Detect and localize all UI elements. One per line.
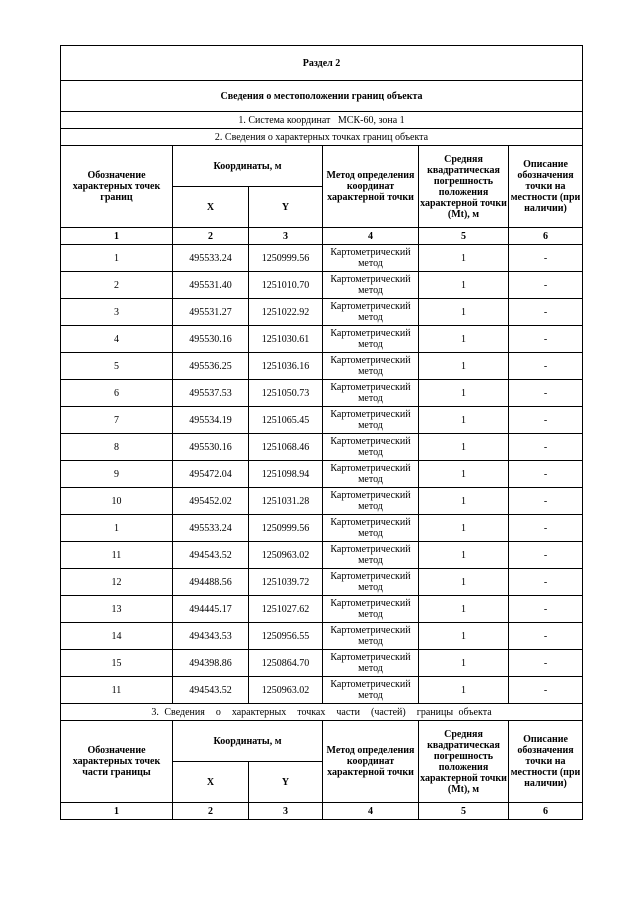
- header-description-parts: Описание обозначения точки на местности (при наличии): [509, 721, 583, 803]
- header-method: Метод определения координат характерной точки: [323, 146, 419, 228]
- header-error-parts: Средняя квадратическая погрешность положения характерной точки (Mt), м: [419, 721, 509, 803]
- x-coordinate-cell: 494543.52: [173, 677, 249, 704]
- table-row: [61, 488, 583, 515]
- x-coordinate-cell: 495533.24: [173, 515, 249, 542]
- column-number: 1: [61, 228, 173, 245]
- x-coordinate-cell: 495531.40: [173, 272, 249, 299]
- header-x-parts: X: [173, 762, 249, 803]
- method-cell: Картометрический метод: [323, 488, 419, 515]
- column-number: 6: [509, 228, 583, 245]
- table-row: [61, 272, 583, 299]
- description-cell: -: [509, 299, 583, 326]
- point-designation-cell: 8: [61, 434, 173, 461]
- y-coordinate-cell: 1251030.61: [249, 326, 323, 353]
- error-cell: 1: [419, 299, 509, 326]
- description-cell: -: [509, 461, 583, 488]
- method-cell: Картометрический метод: [323, 569, 419, 596]
- description-cell: -: [509, 407, 583, 434]
- column-number: 3: [249, 803, 323, 820]
- y-coordinate-cell: 1250999.56: [249, 245, 323, 272]
- coordinate-system-line: 1. Система координат МСК-60, зона 1: [61, 112, 583, 129]
- method-cell: Картометрический метод: [323, 542, 419, 569]
- header-x: X: [173, 187, 249, 228]
- error-cell: 1: [419, 434, 509, 461]
- point-designation-cell: 15: [61, 650, 173, 677]
- x-coordinate-cell: 494488.56: [173, 569, 249, 596]
- section-heading: Раздел 2: [61, 46, 583, 81]
- point-designation-cell: 9: [61, 461, 173, 488]
- column-number: 4: [323, 228, 419, 245]
- error-cell: 1: [419, 380, 509, 407]
- error-cell: 1: [419, 407, 509, 434]
- y-coordinate-cell: 1250864.70: [249, 650, 323, 677]
- method-cell: Картометрический метод: [323, 380, 419, 407]
- point-designation-cell: 12: [61, 569, 173, 596]
- y-coordinate-cell: 1250963.02: [249, 542, 323, 569]
- column-number: 3: [249, 228, 323, 245]
- table-row: [61, 515, 583, 542]
- point-designation-cell: 2: [61, 272, 173, 299]
- column-number: 2: [173, 803, 249, 820]
- table-row: [61, 380, 583, 407]
- y-coordinate-cell: 1251010.70: [249, 272, 323, 299]
- description-cell: -: [509, 650, 583, 677]
- header-designation: Обозначение характерных точек границ: [61, 146, 173, 228]
- error-cell: 1: [419, 353, 509, 380]
- y-coordinate-cell: 1251027.62: [249, 596, 323, 623]
- error-cell: 1: [419, 488, 509, 515]
- header-coordinates: Координаты, м: [173, 146, 323, 187]
- y-coordinate-cell: 1251036.16: [249, 353, 323, 380]
- error-cell: 1: [419, 245, 509, 272]
- method-cell: Картометрический метод: [323, 677, 419, 704]
- description-cell: -: [509, 434, 583, 461]
- point-designation-cell: 10: [61, 488, 173, 515]
- error-cell: 1: [419, 596, 509, 623]
- header-y-parts: Y: [249, 762, 323, 803]
- y-coordinate-cell: 1251050.73: [249, 380, 323, 407]
- y-coordinate-cell: 1251039.72: [249, 569, 323, 596]
- column-number: 5: [419, 228, 509, 245]
- table-row: [61, 596, 583, 623]
- column-number: 2: [173, 228, 249, 245]
- point-designation-cell: 4: [61, 326, 173, 353]
- description-cell: -: [509, 677, 583, 704]
- description-cell: -: [509, 596, 583, 623]
- x-coordinate-cell: 495531.27: [173, 299, 249, 326]
- description-cell: -: [509, 272, 583, 299]
- y-coordinate-cell: 1250956.55: [249, 623, 323, 650]
- y-coordinate-cell: 1251098.94: [249, 461, 323, 488]
- table-row: [61, 299, 583, 326]
- point-designation-cell: 5: [61, 353, 173, 380]
- error-cell: 1: [419, 623, 509, 650]
- table-row: [61, 461, 583, 488]
- table-row: [61, 623, 583, 650]
- x-coordinate-cell: 495530.16: [173, 326, 249, 353]
- point-designation-cell: 1: [61, 245, 173, 272]
- y-coordinate-cell: 1251022.92: [249, 299, 323, 326]
- points-section-heading: 2. Сведения о характерных точках границ объекта: [61, 129, 583, 146]
- method-cell: Картометрический метод: [323, 245, 419, 272]
- method-cell: Картометрический метод: [323, 434, 419, 461]
- point-designation-cell: 6: [61, 380, 173, 407]
- point-designation-cell: 11: [61, 542, 173, 569]
- boundary-document-table: [60, 45, 583, 820]
- document-title: Сведения о местоположении границ объекта: [61, 81, 583, 112]
- table-row: [61, 245, 583, 272]
- error-cell: 1: [419, 677, 509, 704]
- point-designation-cell: 3: [61, 299, 173, 326]
- parts-section-heading: 3. Сведения о характерных точках части (частей) границы объекта: [61, 704, 583, 721]
- point-designation-cell: 14: [61, 623, 173, 650]
- table-row: [61, 677, 583, 704]
- x-coordinate-cell: 495452.02: [173, 488, 249, 515]
- y-coordinate-cell: 1251068.46: [249, 434, 323, 461]
- description-cell: -: [509, 623, 583, 650]
- error-cell: 1: [419, 326, 509, 353]
- method-cell: Картометрический метод: [323, 272, 419, 299]
- description-cell: -: [509, 245, 583, 272]
- point-designation-cell: 1: [61, 515, 173, 542]
- method-cell: Картометрический метод: [323, 623, 419, 650]
- table-row: [61, 542, 583, 569]
- description-cell: -: [509, 542, 583, 569]
- method-cell: Картометрический метод: [323, 461, 419, 488]
- column-number-row-parts: [61, 803, 583, 820]
- header-description: Описание обозначения точки на местности (при наличии): [509, 146, 583, 228]
- x-coordinate-cell: 495472.04: [173, 461, 249, 488]
- x-coordinate-cell: 495533.24: [173, 245, 249, 272]
- method-cell: Картометрический метод: [323, 353, 419, 380]
- table-row: [61, 569, 583, 596]
- column-number: 6: [509, 803, 583, 820]
- x-coordinate-cell: 494543.52: [173, 542, 249, 569]
- method-cell: Картометрический метод: [323, 407, 419, 434]
- x-coordinate-cell: 495534.19: [173, 407, 249, 434]
- point-designation-cell: 13: [61, 596, 173, 623]
- point-designation-cell: 7: [61, 407, 173, 434]
- header-method-parts: Метод определения координат характерной точки: [323, 721, 419, 803]
- x-coordinate-cell: 494343.53: [173, 623, 249, 650]
- table-row: [61, 650, 583, 677]
- description-cell: -: [509, 515, 583, 542]
- error-cell: 1: [419, 569, 509, 596]
- method-cell: Картометрический метод: [323, 326, 419, 353]
- method-cell: Картометрический метод: [323, 650, 419, 677]
- header-y: Y: [249, 187, 323, 228]
- error-cell: 1: [419, 461, 509, 488]
- header-error: Средняя квадратическая погрешность положения характерной точки (Mt), м: [419, 146, 509, 228]
- column-number: 1: [61, 803, 173, 820]
- error-cell: 1: [419, 650, 509, 677]
- column-number-row: [61, 228, 583, 245]
- description-cell: -: [509, 353, 583, 380]
- header-coordinates-parts: Координаты, м: [173, 721, 323, 762]
- point-designation-cell: 11: [61, 677, 173, 704]
- x-coordinate-cell: 495537.53: [173, 380, 249, 407]
- header-designation-parts: Обозначение характерных точек части границы: [61, 721, 173, 803]
- method-cell: Картометрический метод: [323, 299, 419, 326]
- description-cell: -: [509, 326, 583, 353]
- y-coordinate-cell: 1250963.02: [249, 677, 323, 704]
- table-row: [61, 353, 583, 380]
- table-row: [61, 434, 583, 461]
- x-coordinate-cell: 495530.16: [173, 434, 249, 461]
- column-number: 4: [323, 803, 419, 820]
- x-coordinate-cell: 495536.25: [173, 353, 249, 380]
- error-cell: 1: [419, 272, 509, 299]
- table-row: [61, 326, 583, 353]
- column-number: 5: [419, 803, 509, 820]
- x-coordinate-cell: 494398.86: [173, 650, 249, 677]
- table-row: [61, 407, 583, 434]
- y-coordinate-cell: 1251031.28: [249, 488, 323, 515]
- y-coordinate-cell: 1251065.45: [249, 407, 323, 434]
- x-coordinate-cell: 494445.17: [173, 596, 249, 623]
- method-cell: Картометрический метод: [323, 596, 419, 623]
- description-cell: -: [509, 488, 583, 515]
- description-cell: -: [509, 380, 583, 407]
- description-cell: -: [509, 569, 583, 596]
- error-cell: 1: [419, 542, 509, 569]
- error-cell: 1: [419, 515, 509, 542]
- y-coordinate-cell: 1250999.56: [249, 515, 323, 542]
- method-cell: Картометрический метод: [323, 515, 419, 542]
